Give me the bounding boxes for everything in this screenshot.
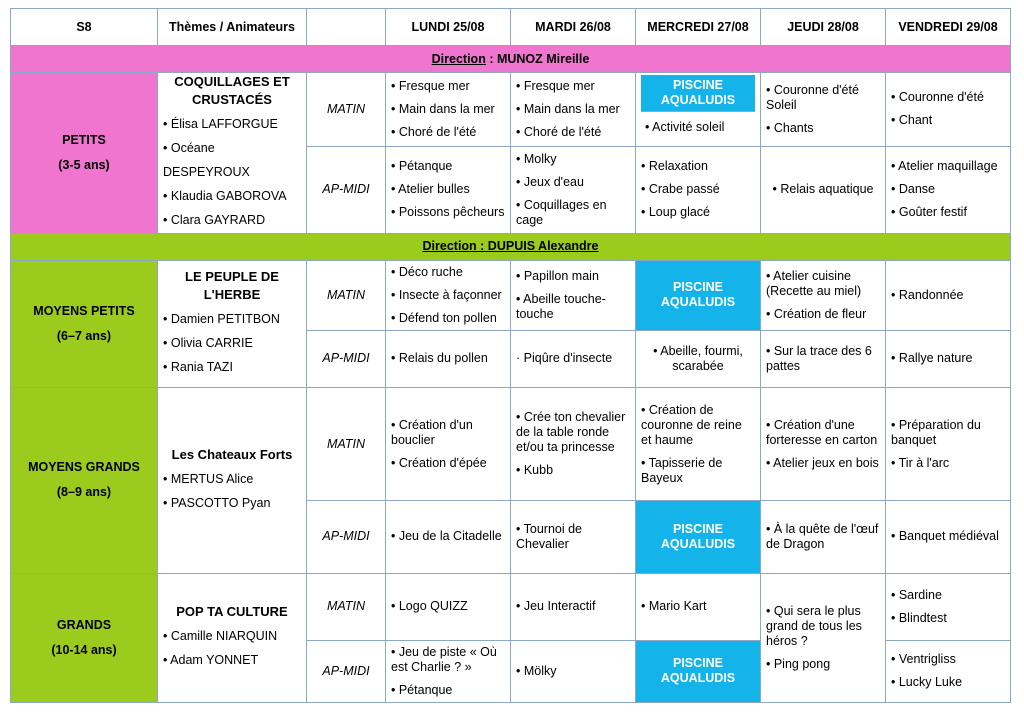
activity-item: • Blindtest	[891, 610, 947, 625]
activity-item: • Relais du pollen	[391, 351, 488, 366]
slot-label-afternoon: AP-MIDI	[307, 330, 386, 387]
piscine-badge: PISCINE AQUALUDIS	[641, 75, 755, 112]
activity-item: • Randonnée	[891, 287, 964, 302]
activities-cell	[511, 640, 636, 702]
activity-item: • Couronne d'été	[891, 90, 984, 105]
activity-item: • Mölky	[516, 663, 557, 678]
activity-item: • Goûter festif	[891, 205, 967, 220]
petits-morning-row	[11, 73, 1011, 147]
group-age: (3-5 ans)	[58, 157, 110, 172]
theme-moyens-petits	[158, 260, 307, 387]
slot-label-morning: MATIN	[307, 73, 386, 147]
activity-item: • Papillon main	[516, 268, 599, 283]
activity-item: • Crée ton chevalier de la table ronde et/ou ta princesse	[516, 410, 626, 455]
activity-item: • Danse	[891, 182, 935, 197]
activities-cell	[761, 146, 886, 233]
activities-cell	[761, 330, 886, 387]
moyens-grands-morning-row	[11, 388, 1011, 501]
activities-cell	[886, 73, 1011, 147]
activities-cell	[886, 330, 1011, 387]
group-age: (6–7 ans)	[56, 328, 112, 343]
direction-row-green	[11, 233, 1011, 260]
week-label: S8	[11, 9, 158, 46]
animator-name: • Adam YONNET	[163, 653, 259, 668]
activity-item: • Sardine	[891, 587, 942, 602]
activities-cell	[761, 501, 886, 573]
activity-item: • Crabe passé	[641, 182, 720, 197]
group-age: (8–9 ans)	[56, 485, 112, 500]
animator-name: • Rania TAZI	[163, 360, 233, 375]
activity-item: • Jeu de piste « Où est Charlie ? »	[391, 644, 497, 674]
activity-item: • Chants	[766, 120, 814, 135]
activity-item: • Déco ruche	[391, 264, 463, 279]
activity-item: • Qui sera le plus grand de tous les héros ?	[766, 603, 862, 648]
activities-cell	[386, 330, 511, 387]
activity-item: • Couronne d'été Soleil	[766, 82, 859, 112]
activity-item: • Jeux d'eau	[516, 174, 584, 189]
activities-cell	[386, 501, 511, 573]
animator-name: • Élisa LAFFORGUE	[163, 117, 278, 132]
animator-name: • Olivia CARRIE	[163, 336, 253, 351]
activity-item: • Préparation du banquet	[891, 417, 981, 447]
animator-name: • Océane DESPEYROUX	[163, 141, 250, 180]
group-name: MOYENS PETITS	[33, 303, 135, 318]
activity-item: • Fresque mer	[516, 78, 595, 93]
slot-label-afternoon: AP-MIDI	[307, 501, 386, 573]
activity-item: • Tir à l'arc	[891, 455, 950, 470]
activities-cell	[761, 73, 886, 147]
grands-morning-row	[11, 573, 1011, 640]
activity-item: • Atelier maquillage	[891, 159, 998, 174]
activities-cell	[386, 640, 511, 702]
activities-cell	[636, 330, 761, 387]
activities-cell	[886, 146, 1011, 233]
group-name: PETITS	[62, 132, 106, 147]
activity-item: • Main dans la mer	[391, 101, 495, 116]
activities-cell	[761, 388, 886, 501]
direction-name: : MUNOZ Mireille	[485, 51, 590, 66]
activity-item: • Jeu de la Citadelle	[391, 529, 502, 544]
activity-item: • Loup glacé	[641, 205, 711, 220]
activities-cell	[886, 388, 1011, 501]
direction-row-pink	[11, 46, 1011, 73]
activity-item: • Ventrigliss	[891, 652, 956, 667]
activity-item: • Création de fleur	[766, 306, 867, 321]
animator-name: • Camille NIARQUIN	[163, 629, 278, 644]
theme-title: COQUILLAGES ET CRUSTACÉS	[174, 74, 290, 108]
activity-item: • Poissons pêcheurs	[391, 205, 505, 220]
direction-label: Direction	[431, 51, 486, 66]
themes-column-header: Thèmes / Animateurs	[158, 9, 307, 46]
day-header-friday: VENDREDI 29/08	[886, 9, 1011, 46]
activity-item: • Mario Kart	[641, 599, 707, 614]
animator-name: • PASCOTTO Pyan	[163, 495, 271, 510]
activity-item: • Main dans la mer	[516, 101, 620, 116]
piscine-badge: PISCINE AQUALUDIS	[636, 640, 761, 702]
activity-item: • Lucky Luke	[891, 675, 963, 690]
activity-item: • Chant	[891, 113, 933, 128]
theme-petits	[158, 73, 307, 233]
activity-item: • Création de couronne de reine et haume	[641, 402, 742, 447]
activity-item: • À la quête de l'œuf de Dragon	[766, 521, 879, 551]
piscine-badge: PISCINE AQUALUDIS	[636, 260, 761, 330]
activities-cell	[386, 260, 511, 330]
activities-cell	[511, 573, 636, 640]
activity-item: • Coquillages en cage	[516, 197, 607, 227]
activities-cell	[636, 146, 761, 233]
activity-item: • Choré de l'été	[516, 124, 602, 139]
group-name: GRANDS	[56, 617, 112, 632]
activities-cell	[511, 330, 636, 387]
direction-banner-dupuis	[11, 233, 1011, 260]
theme-title: Les Chateaux Forts	[171, 446, 293, 462]
activity-item: • Rallye nature	[891, 351, 973, 366]
activities-cell	[761, 260, 886, 330]
activities-cell	[511, 73, 636, 147]
activity-item: • Abeille touche-touche	[516, 291, 606, 321]
activity-schedule-table	[10, 8, 1011, 703]
slot-label-morning: MATIN	[307, 260, 386, 330]
moyens-petits-morning-row	[11, 260, 1011, 330]
activity-item: • Atelier jeux en bois	[766, 455, 879, 470]
activities-cell	[511, 388, 636, 501]
activity-item: • Relais aquatique	[772, 182, 874, 197]
activity-item: • Insecte à façonner	[391, 287, 502, 302]
activity-item: • Création d'un bouclier	[391, 417, 473, 447]
group-moyens-grands	[11, 388, 158, 574]
activity-item: • Molky	[516, 151, 557, 166]
activities-cell	[636, 573, 761, 640]
activity-item: • Création d'épée	[391, 455, 487, 470]
group-moyens-petits	[11, 260, 158, 387]
slot-label-morning: MATIN	[307, 388, 386, 501]
animator-name: • MERTUS Alice	[163, 471, 254, 486]
activity-item: • Sur la trace des 6 pattes	[766, 343, 872, 373]
activity-item: • Tournoi de Chevalier	[516, 521, 582, 551]
direction-label: Direction : DUPUIS Alexandre	[422, 239, 599, 254]
slot-label-afternoon: AP-MIDI	[307, 146, 386, 233]
animator-name: • Klaudia GABOROVA	[163, 189, 287, 204]
activities-cell	[386, 146, 511, 233]
activity-item: • Défend ton pollen	[391, 310, 497, 325]
activity-item: • Relaxation	[641, 159, 708, 174]
activity-item: • Abeille, fourmi, scarabée	[653, 343, 743, 373]
activities-cell	[886, 260, 1011, 330]
group-grands	[11, 573, 158, 702]
activity-item: • Pétanque	[391, 682, 453, 697]
activity-item: • Kubb	[516, 463, 554, 478]
activity-item: • Logo QUIZZ	[391, 599, 468, 614]
slot-label-morning: MATIN	[307, 573, 386, 640]
activities-cell	[386, 73, 511, 147]
activities-cell	[886, 640, 1011, 702]
activity-item: • Choré de l'été	[391, 124, 477, 139]
activities-cell-split	[636, 73, 761, 147]
activities-cell	[886, 573, 1011, 640]
animator-name: • Clara GAYRARD	[163, 213, 266, 228]
activity-item: • Banquet médiéval	[891, 529, 999, 544]
group-age: (10-14 ans)	[51, 642, 117, 657]
activity-item: • Atelier cuisine (Recette au miel)	[766, 268, 862, 298]
activity-item: · Piqûre d'insecte	[516, 351, 613, 366]
activity-item: • Fresque mer	[391, 78, 470, 93]
direction-banner-munoz	[11, 46, 1011, 73]
activities-cell	[636, 388, 761, 501]
slot-column-header	[307, 9, 386, 46]
theme-title: POP TA CULTURE	[176, 604, 288, 620]
activities-cell	[386, 388, 511, 501]
slot-label-afternoon: AP-MIDI	[307, 640, 386, 702]
activities-cell	[761, 573, 886, 702]
theme-grands	[158, 573, 307, 702]
theme-title: LE PEUPLE DE L'HERBE	[185, 269, 279, 303]
piscine-badge: PISCINE AQUALUDIS	[636, 501, 761, 573]
day-header-thursday: JEUDI 28/08	[761, 9, 886, 46]
activity-item: • Pétanque	[391, 159, 453, 174]
activities-cell	[511, 501, 636, 573]
activity-item: • Jeu Interactif	[516, 599, 596, 614]
activity-item: • Tapisserie de Bayeux	[641, 455, 723, 485]
activity-item: • Atelier bulles	[391, 182, 470, 197]
activities-cell	[511, 146, 636, 233]
activity-item: • Activité soleil	[645, 120, 725, 135]
activity-item: • Création d'une forteresse en carton	[766, 417, 878, 447]
day-header-monday: LUNDI 25/08	[386, 9, 511, 46]
day-header-wednesday: MERCREDI 27/08	[636, 9, 761, 46]
activities-cell	[511, 260, 636, 330]
activities-cell	[886, 501, 1011, 573]
theme-moyens-grands	[158, 388, 307, 574]
group-petits	[11, 73, 158, 233]
animator-name: • Damien PETITBON	[163, 312, 280, 327]
header-row	[11, 9, 1011, 46]
day-header-tuesday: MARDI 26/08	[511, 9, 636, 46]
activity-item: • Ping pong	[766, 656, 831, 671]
group-name: MOYENS GRANDS	[28, 460, 140, 475]
activities-cell	[386, 573, 511, 640]
